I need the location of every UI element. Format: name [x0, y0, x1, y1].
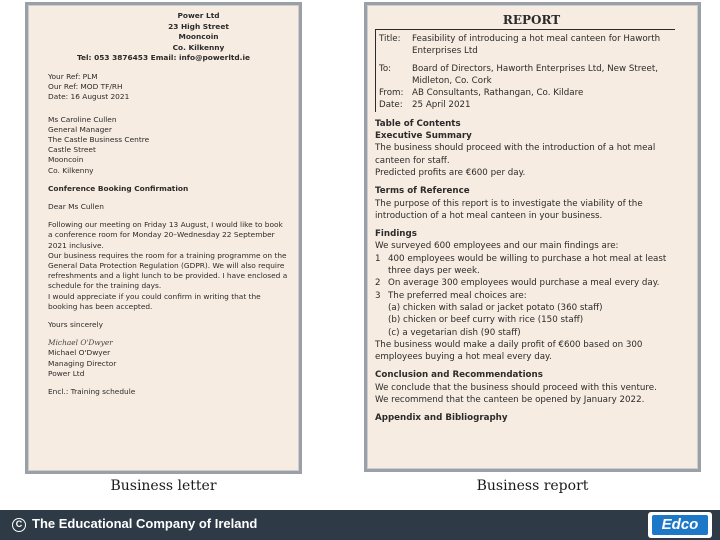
findings-intro: We surveyed 600 employees and our main findings are:: [375, 241, 619, 252]
report-meta: [375, 29, 675, 112]
recipient-title: General Manager: [48, 124, 112, 134]
recommendation-text: We recommend that the canteen be opened by January 2022.: [375, 395, 645, 406]
date-label: Date:: [379, 100, 403, 111]
our-reference: Our Ref: MOD TF/RH: [48, 82, 123, 92]
business-letter: [25, 2, 302, 474]
salutation: Dear Ms Cullen: [48, 202, 104, 211]
table-of-contents-heading: Table of Contents: [375, 118, 461, 129]
terms-of-reference-heading: Terms of Reference: [375, 186, 470, 197]
from-label: From:: [379, 88, 404, 99]
handwritten-signature: Michael O'Dwyer: [48, 338, 113, 348]
letter-paragraph: I would appreciate if you could confirm in writing that the booking has been accepted.: [48, 291, 261, 311]
copyright-icon: C: [12, 518, 26, 532]
executive-summary-profit: Predicted profits are €600 per day.: [375, 167, 526, 178]
recipient-organisation: The Castle Business Centre: [48, 134, 150, 144]
findings-list: [375, 253, 688, 302]
recipient-address-line: Mooncoin: [48, 155, 84, 165]
finding-text: The preferred meal choices are:: [388, 290, 527, 301]
finding-number: 2: [375, 278, 381, 289]
conclusion-text: We conclude that the business should proceed with this venture.: [375, 382, 657, 393]
signer-name: Michael O'Dwyer: [48, 348, 111, 358]
finding-item: [375, 277, 688, 289]
meal-choice: (c) a vegetarian dish (90 staff): [388, 327, 521, 338]
your-reference: Your Ref: PLM: [48, 71, 98, 81]
letterhead: [76, 11, 289, 64]
date-value: 25 April 2021: [412, 100, 471, 111]
complimentary-close: Yours sincerely: [48, 320, 104, 330]
company-contact: Tel: 053 3876453 Email: info@powerltd.ie: [76, 53, 251, 63]
recipient-address-line: Castle Street: [48, 145, 96, 155]
report-caption: Business report: [476, 478, 589, 494]
recipient-name: Ms Caroline Cullen: [48, 114, 117, 124]
to-value: Board of Directors, Haworth Enterprises Ltd, New Street, Midleton, Co. Cork: [412, 63, 659, 86]
letter-subject: Conference Booking Confirmation: [48, 183, 189, 193]
findings-profit: The business would make a daily profit of €600 based on 300 employees buying a hot meal every day.: [375, 339, 643, 363]
finding-item: [375, 290, 688, 302]
letter-paragraph: Following our meeting on Friday 13 August, I would like to book a conference room for Monday 20–Wednesday 22 September 2021 inclusive.: [48, 220, 283, 250]
appendix-heading: Appendix and Bibliography: [375, 413, 508, 424]
conclusion-heading: Conclusion and Recommendations: [375, 370, 543, 381]
copyright-notice: [12, 516, 257, 532]
business-report: [364, 2, 701, 472]
company-name: Power Ltd: [177, 11, 220, 20]
company-address-line: Co. Kilkenny: [172, 42, 225, 52]
letter-paragraph: Our business requires the room for a training programme on the General Data Protection Regulation (GDPR). We will also require refreshments and a light lunch to be provided. I have enclosed a schedule for the training days.: [48, 250, 288, 291]
executive-summary-text: The business should proceed with the introduction of a hot meal canteen for staff.: [375, 143, 656, 166]
letter-caption: Business letter: [110, 478, 217, 494]
meal-choice: (a) chicken with salad or jacket potato (360 staff): [388, 302, 603, 313]
finding-text: 400 employees would be willing to purchase a hot meal at least three days per week.: [388, 253, 667, 277]
title-label: Title:: [379, 34, 401, 44]
signer-title: Managing Director: [48, 358, 117, 368]
edco-logo-mark: Edco: [652, 515, 708, 535]
footer-bar: [0, 510, 720, 540]
company-address-line: 23 High Street: [168, 21, 229, 31]
company-address-line: Mooncoin: [178, 32, 219, 42]
enclosure-note: Encl.: Training schedule: [48, 387, 136, 397]
from-value: AB Consultants, Rathangan, Co. Kildare: [412, 88, 584, 99]
to-label: To:: [379, 63, 392, 74]
report-heading: REPORT: [502, 13, 561, 27]
meal-choice: (b) chicken or beef curry with rice (150 staff): [388, 315, 584, 326]
finding-item: [375, 253, 688, 278]
publisher-name: The Educational Company of Ireland: [32, 516, 258, 531]
finding-text: On average 300 employees would purchase a meal every day.: [388, 278, 660, 289]
finding-number: 1: [375, 253, 381, 264]
edco-logo: [648, 512, 712, 538]
recipient-address-line: Co. Kilkenny: [48, 165, 94, 175]
signer-company: Power Ltd: [48, 368, 85, 378]
finding-number: 3: [375, 290, 381, 301]
letter-date: Date: 16 August 2021: [48, 92, 130, 102]
title-value: Feasibility of introducing a hot meal canteen for Haworth Enterprises Ltd: [412, 34, 661, 57]
findings-heading: Findings: [375, 229, 417, 240]
meal-choice-list: [375, 302, 688, 339]
executive-summary-heading: Executive Summary: [375, 131, 472, 142]
terms-of-reference-text: The purpose of this report is to investigate the viability of the introduction of a hot meal canteen in your business.: [375, 198, 643, 221]
